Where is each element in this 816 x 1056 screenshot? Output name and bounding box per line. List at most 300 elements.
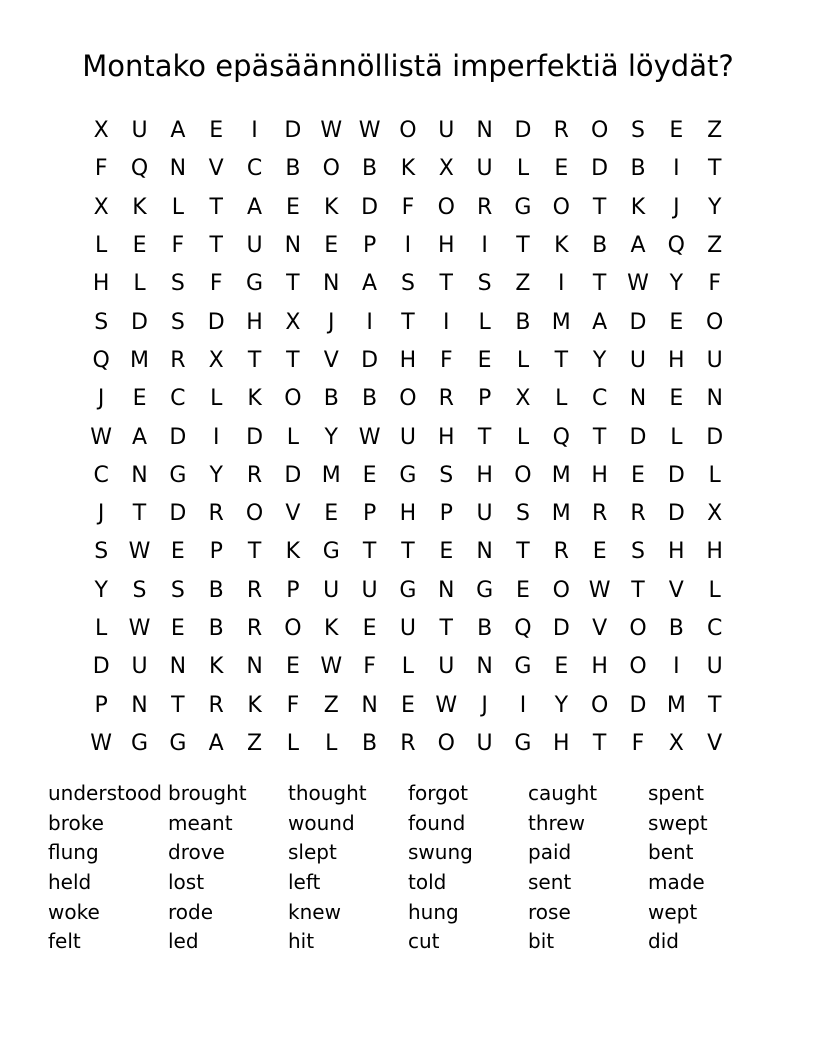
- grid-cell: U: [438, 118, 455, 144]
- grid-cell: L: [478, 309, 491, 335]
- grid-cell: E: [400, 692, 415, 718]
- grid-cell: G: [130, 730, 149, 756]
- grid-cell: Q: [92, 347, 110, 373]
- grid-cell: J: [97, 386, 105, 412]
- grid-cell: O: [399, 386, 417, 412]
- grid-cell: D: [706, 424, 724, 450]
- grid-cell: N: [476, 539, 493, 565]
- grid-cell: U: [476, 156, 493, 182]
- grid-cell: U: [476, 501, 493, 527]
- grid-cell: U: [399, 616, 416, 641]
- word-list-item: threw: [528, 810, 585, 835]
- grid-row: [82, 648, 734, 686]
- grid-cell: S: [631, 539, 645, 565]
- grid-cell: N: [131, 462, 148, 488]
- word-list-item: told: [408, 870, 447, 895]
- grid-cell: F: [439, 347, 453, 373]
- grid-cell: S: [132, 577, 147, 603]
- grid-cell: W: [435, 692, 458, 718]
- grid-cell: E: [516, 577, 530, 603]
- grid-cell: A: [362, 271, 378, 297]
- grid-cell: O: [514, 462, 532, 488]
- grid-cell: I: [366, 309, 373, 335]
- grid-cell: Q: [130, 156, 149, 182]
- word-list-item: felt: [48, 929, 81, 954]
- grid-cell: Z: [707, 118, 723, 144]
- grid-cell: R: [591, 501, 608, 527]
- word-list-item: led: [168, 929, 199, 954]
- grid-cell: Y: [554, 692, 569, 718]
- grid-cell: T: [401, 539, 415, 565]
- grid-cell: C: [706, 616, 723, 641]
- grid-cell: K: [400, 156, 416, 182]
- grid-cell: X: [285, 309, 301, 335]
- grid-cell: H: [668, 539, 685, 565]
- word-list-item: found: [408, 810, 466, 835]
- grid-cell: P: [94, 692, 108, 718]
- word-list-item: lost: [168, 870, 205, 895]
- grid-cell: H: [591, 462, 608, 488]
- word-list-item: paid: [528, 840, 572, 865]
- grid-cell: D: [284, 118, 302, 144]
- word-list-item: slept: [288, 840, 337, 865]
- word-list-item: rode: [168, 899, 214, 924]
- grid-cell: B: [592, 233, 608, 259]
- grid-cell: I: [404, 233, 412, 259]
- grid-cell: D: [667, 501, 685, 527]
- grid-cell: Z: [707, 233, 723, 259]
- grid-cell: G: [476, 577, 494, 603]
- letter-grid: [82, 112, 734, 763]
- grid-cell: B: [323, 386, 339, 412]
- grid-cell: N: [706, 386, 723, 412]
- grid-cell: U: [399, 424, 416, 450]
- word-list-item: drove: [168, 840, 225, 865]
- grid-cell: U: [323, 577, 340, 603]
- grid-cell: L: [401, 654, 415, 680]
- grid-cell: L: [516, 347, 530, 373]
- grid-cell: C: [170, 386, 186, 412]
- grid-cell: D: [131, 309, 148, 335]
- grid-cell: U: [706, 347, 723, 373]
- grid-cell: I: [251, 118, 258, 144]
- grid-cell: R: [630, 501, 646, 527]
- word-list-item: understood: [48, 781, 163, 805]
- grid-cell: J: [327, 309, 335, 335]
- grid-cell: S: [170, 271, 185, 297]
- grid-cell: Y: [707, 194, 722, 220]
- grid-cell: U: [706, 654, 723, 680]
- grid-cell: H: [668, 347, 685, 373]
- grid-cell: L: [708, 462, 721, 488]
- grid-cell: B: [208, 577, 224, 603]
- grid-cell: G: [169, 462, 187, 488]
- grid-cell: H: [553, 730, 570, 756]
- grid-cell: G: [246, 271, 264, 297]
- grid-cell: D: [514, 118, 532, 144]
- grid-cell: D: [629, 309, 647, 335]
- grid-cell: O: [284, 616, 302, 641]
- grid-cell: K: [324, 194, 339, 220]
- grid-cell: O: [629, 616, 647, 641]
- grid-cell: D: [629, 424, 647, 450]
- grid-cell: E: [477, 347, 492, 373]
- word-list-item: left: [288, 870, 321, 895]
- grid-cell: L: [555, 386, 568, 412]
- grid-cell: T: [171, 692, 185, 718]
- grid-cell: X: [668, 730, 684, 756]
- word-list-item: bent: [648, 840, 694, 865]
- grid-cell: N: [284, 233, 302, 259]
- word-list-item: rose: [528, 899, 571, 924]
- grid-cell: R: [170, 347, 186, 373]
- grid-cell: E: [170, 616, 185, 641]
- grid-cell: A: [247, 194, 263, 220]
- grid-cell: W: [128, 616, 151, 641]
- grid-cell: R: [246, 616, 263, 641]
- grid-cell: M: [551, 309, 571, 335]
- grid-cell: T: [631, 577, 645, 603]
- grid-cell: L: [516, 156, 530, 182]
- grid-cell: I: [673, 654, 680, 680]
- grid-cell: A: [131, 424, 148, 450]
- grid-cell: J: [673, 194, 680, 220]
- grid-cell: B: [285, 156, 301, 182]
- word-list-item: hit: [288, 929, 315, 954]
- grid-cell: O: [437, 194, 455, 220]
- grid-cell: M: [666, 692, 686, 718]
- grid-cell: U: [131, 118, 148, 144]
- grid-cell: A: [630, 233, 646, 259]
- grid-cell: W: [358, 118, 381, 144]
- grid-cell: N: [438, 577, 455, 603]
- grid-cell: G: [399, 462, 417, 488]
- grid-cell: F: [94, 156, 108, 182]
- grid-cell: T: [209, 194, 223, 220]
- grid-cell: E: [209, 118, 224, 144]
- grid-cell: C: [246, 156, 263, 182]
- grid-cell: R: [246, 462, 263, 488]
- grid-cell: O: [284, 386, 302, 412]
- word-list-item: meant: [168, 810, 233, 835]
- grid-cell: E: [285, 654, 300, 680]
- grid-cell: B: [630, 156, 646, 182]
- grid-cell: Q: [514, 616, 532, 641]
- grid-cell: X: [93, 194, 109, 220]
- grid-cell: N: [323, 271, 340, 297]
- grid-cell: U: [629, 347, 647, 373]
- grid-cell: V: [707, 730, 723, 756]
- grid-cell: K: [247, 386, 262, 412]
- grid-cell: X: [208, 347, 224, 373]
- grid-cell: E: [554, 654, 569, 680]
- grid-cell: X: [707, 501, 723, 527]
- grid-cell: N: [476, 118, 493, 144]
- grid-cell: E: [669, 118, 684, 144]
- grid-row: [82, 418, 734, 456]
- grid-cell: Q: [667, 233, 685, 259]
- grid-cell: E: [669, 386, 684, 412]
- grid-row: [82, 303, 734, 341]
- word-list-item: swept: [648, 810, 708, 835]
- grid-cell: S: [94, 309, 109, 335]
- grid-cell: U: [438, 654, 455, 680]
- word-list-item: held: [48, 870, 92, 895]
- word-list-item: forgot: [408, 781, 468, 805]
- grid-cell: T: [516, 539, 530, 565]
- grid-cell: T: [247, 347, 262, 373]
- grid-cell: T: [439, 616, 453, 641]
- grid-cell: P: [362, 233, 377, 259]
- grid-cell: T: [592, 194, 607, 220]
- grid-cell: T: [209, 233, 223, 259]
- grid-cell: A: [170, 118, 186, 144]
- grid-cell: T: [401, 309, 415, 335]
- grid-cell: L: [670, 424, 683, 450]
- grid-cell: R: [438, 386, 454, 412]
- grid-cell: W: [90, 424, 113, 450]
- grid-cell: T: [707, 156, 722, 182]
- grid-cell: P: [362, 501, 377, 527]
- grid-cell: D: [284, 462, 302, 488]
- grid-cell: E: [132, 233, 147, 259]
- grid-cell: S: [400, 271, 415, 297]
- grid-cell: T: [286, 271, 300, 297]
- grid-cell: S: [631, 118, 645, 144]
- grid-cell: R: [476, 194, 493, 220]
- grid-cell: H: [706, 539, 723, 565]
- grid-row: [82, 265, 734, 303]
- grid-cell: R: [553, 539, 569, 565]
- grid-cell: L: [286, 424, 300, 450]
- grid-cell: H: [437, 233, 455, 259]
- grid-cell: T: [707, 692, 722, 718]
- grid-cell: D: [629, 692, 647, 718]
- grid-cell: F: [286, 692, 300, 718]
- grid-cell: O: [245, 501, 264, 527]
- grid-cell: D: [361, 347, 379, 373]
- grid-cell: J: [97, 501, 105, 527]
- grid-cell: H: [246, 309, 263, 335]
- grid-cell: I: [481, 233, 488, 259]
- word-list-item: broke: [48, 810, 104, 835]
- grid-cell: H: [399, 347, 417, 373]
- grid-cell: N: [246, 654, 263, 680]
- grid-cell: Y: [592, 347, 607, 373]
- grid-cell: E: [669, 309, 684, 335]
- grid-cell: X: [515, 386, 531, 412]
- grid-cell: J: [481, 692, 488, 718]
- grid-cell: W: [320, 654, 343, 680]
- grid-cell: F: [708, 271, 721, 297]
- grid-cell: B: [208, 616, 224, 641]
- grid-cell: G: [322, 539, 340, 565]
- grid-cell: V: [668, 577, 684, 603]
- grid-cell: N: [476, 654, 493, 680]
- grid-cell: E: [439, 539, 454, 565]
- grid-cell: T: [592, 730, 607, 756]
- grid-row: [82, 189, 734, 227]
- grid-cell: T: [554, 347, 569, 373]
- grid-cell: E: [170, 539, 185, 565]
- grid-cell: D: [591, 156, 609, 182]
- grid-row: [82, 572, 734, 610]
- grid-cell: V: [208, 156, 224, 182]
- grid-cell: R: [208, 692, 224, 718]
- word-list-item: knew: [288, 899, 341, 924]
- grid-cell: B: [362, 156, 378, 182]
- grid-cell: N: [629, 386, 647, 412]
- grid-cell: Z: [323, 692, 339, 718]
- grid-cell: B: [515, 309, 531, 335]
- grid-row: [82, 495, 734, 533]
- grid-cell: P: [439, 501, 453, 527]
- grid-cell: R: [246, 577, 263, 603]
- grid-cell: H: [437, 424, 455, 450]
- grid-cell: R: [553, 118, 569, 144]
- grid-cell: Y: [94, 577, 108, 603]
- grid-cell: S: [94, 539, 109, 565]
- grid-cell: U: [361, 577, 378, 603]
- grid-cell: K: [132, 194, 147, 220]
- grid-cell: L: [286, 730, 300, 756]
- grid-cell: T: [362, 539, 377, 565]
- grid-cell: O: [552, 194, 570, 220]
- grid-cell: Y: [669, 271, 684, 297]
- grid-cell: L: [95, 233, 108, 259]
- grid-cell: U: [131, 654, 148, 680]
- grid-cell: E: [631, 462, 645, 488]
- grid-cell: H: [591, 654, 608, 680]
- word-list-item: hung: [408, 899, 459, 924]
- grid-cell: E: [324, 501, 339, 527]
- grid-cell: E: [554, 156, 569, 182]
- grid-cell: N: [361, 692, 378, 718]
- grid-cell: L: [171, 194, 184, 220]
- grid-cell: N: [131, 692, 148, 718]
- grid-cell: Z: [515, 271, 531, 297]
- grid-cell: E: [324, 233, 339, 259]
- grid-cell: G: [169, 730, 187, 756]
- grid-cell: L: [95, 616, 108, 641]
- grid-cell: D: [169, 424, 187, 450]
- word-list-item: spent: [648, 781, 704, 805]
- grid-cell: S: [477, 271, 492, 297]
- grid-cell: C: [591, 386, 608, 412]
- grid-cell: P: [209, 539, 223, 565]
- grid-cell: O: [629, 654, 647, 680]
- grid-cell: F: [363, 654, 376, 680]
- word-list-item: brought: [168, 781, 247, 805]
- grid-cell: E: [132, 386, 147, 412]
- grid-cell: O: [706, 309, 724, 335]
- word-list: [48, 779, 768, 957]
- grid-cell: T: [132, 501, 147, 527]
- grid-row: [82, 342, 734, 380]
- grid-row: [82, 725, 734, 763]
- grid-cell: B: [668, 616, 684, 641]
- grid-cell: B: [477, 616, 493, 641]
- grid-cell: F: [209, 271, 223, 297]
- grid-cell: N: [169, 654, 187, 680]
- grid-cell: L: [325, 730, 338, 756]
- grid-cell: E: [362, 462, 377, 488]
- grid-cell: X: [438, 156, 454, 182]
- grid-cell: Q: [552, 424, 570, 450]
- grid-cell: I: [443, 309, 450, 335]
- grid-row: [82, 380, 734, 418]
- grid-cell: O: [590, 118, 609, 144]
- grid-cell: M: [321, 462, 341, 488]
- grid-cell: T: [247, 539, 262, 565]
- grid-cell: K: [285, 539, 301, 565]
- grid-cell: L: [708, 577, 721, 603]
- grid-cell: A: [208, 730, 224, 756]
- grid-cell: S: [170, 309, 185, 335]
- grid-row: [82, 533, 734, 571]
- grid-cell: G: [399, 577, 417, 603]
- word-list-item: thought: [288, 781, 367, 805]
- grid-cell: W: [90, 730, 113, 756]
- grid-cell: K: [554, 233, 569, 259]
- grid-cell: H: [476, 462, 493, 488]
- grid-cell: W: [588, 577, 611, 603]
- grid-row: [82, 686, 734, 724]
- grid-cell: A: [592, 309, 608, 335]
- grid-row: [82, 112, 734, 150]
- grid-cell: Z: [247, 730, 263, 756]
- grid-cell: R: [400, 730, 416, 756]
- grid-row: [82, 150, 734, 188]
- grid-cell: T: [439, 271, 453, 297]
- page-title: Montako epäsäännöllistä imperfektiä löydät?: [82, 49, 734, 83]
- grid-row: [82, 227, 734, 265]
- grid-cell: K: [208, 654, 224, 680]
- grid-cell: I: [212, 424, 220, 450]
- grid-cell: E: [592, 539, 607, 565]
- grid-cell: F: [631, 730, 645, 756]
- grid-cell: V: [592, 616, 608, 641]
- grid-cell: N: [169, 156, 187, 182]
- grid-cell: P: [477, 386, 492, 412]
- grid-cell: D: [92, 654, 110, 680]
- grid-cell: K: [630, 194, 646, 220]
- grid-cell: G: [514, 654, 532, 680]
- grid-cell: S: [439, 462, 454, 488]
- grid-cell: H: [92, 271, 110, 297]
- grid-cell: K: [324, 616, 339, 641]
- grid-cell: G: [514, 194, 532, 220]
- grid-cell: U: [246, 233, 263, 259]
- word-list-item: cut: [408, 929, 440, 954]
- grid-cell: B: [362, 730, 378, 756]
- grid-cell: O: [590, 692, 609, 718]
- grid-cell: L: [516, 424, 530, 450]
- grid-cell: E: [362, 616, 377, 641]
- word-list-item: caught: [528, 781, 598, 805]
- grid-cell: O: [552, 577, 570, 603]
- grid-row: [82, 457, 734, 495]
- grid-cell: H: [399, 501, 417, 527]
- grid-cell: C: [93, 462, 109, 488]
- grid-cell: D: [552, 616, 570, 641]
- word-list-item: wound: [288, 810, 355, 835]
- grid-cell: S: [170, 577, 185, 603]
- grid-cell: Y: [209, 462, 223, 488]
- word-list-item: did: [648, 929, 679, 954]
- grid-cell: G: [514, 730, 532, 756]
- grid-cell: F: [171, 233, 185, 259]
